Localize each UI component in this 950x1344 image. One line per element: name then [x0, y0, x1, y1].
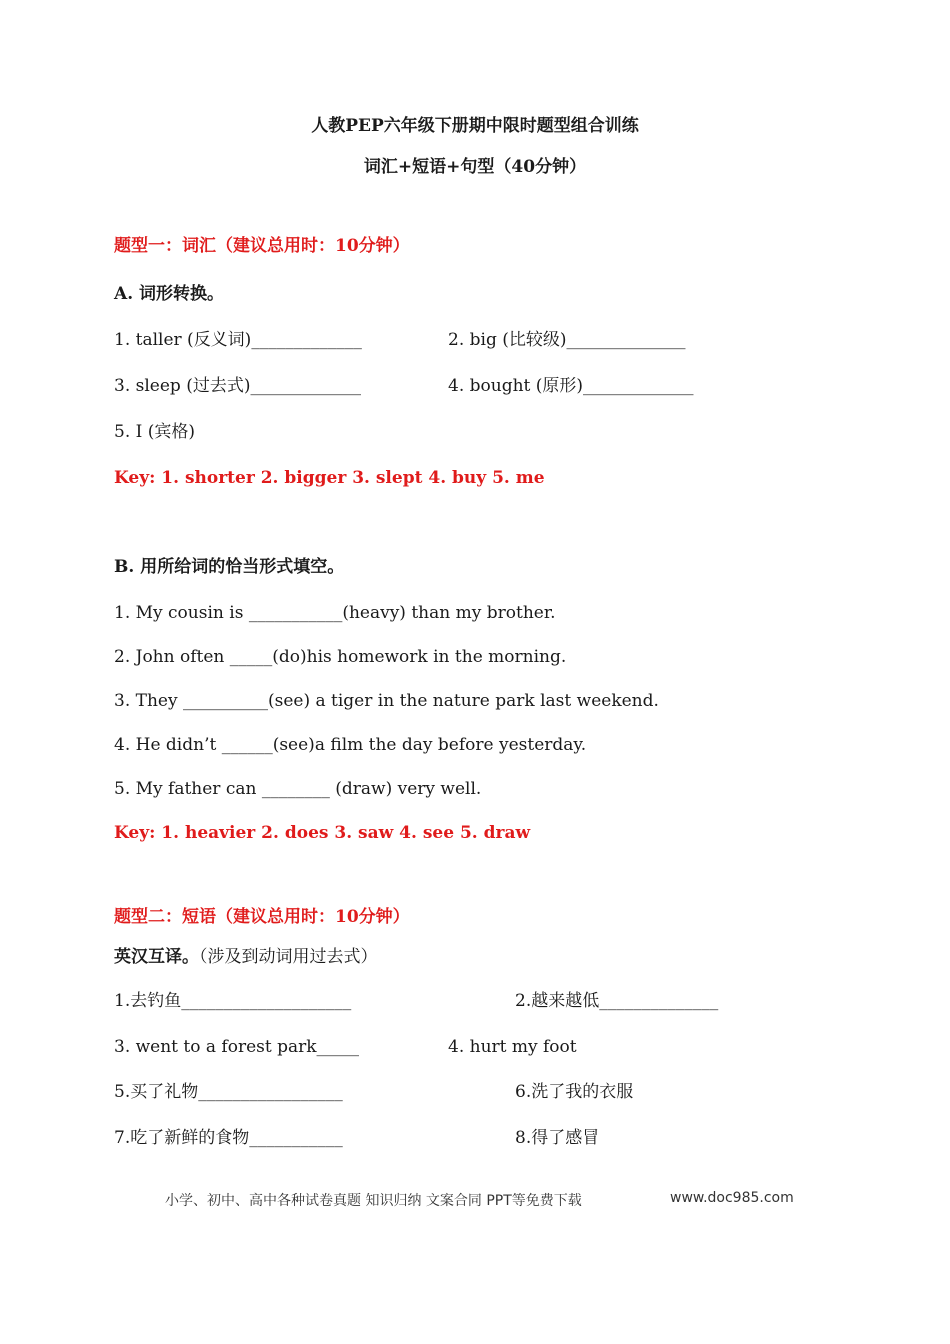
partA-heading: A. 词形转换。 [114, 284, 225, 304]
section2-item-5: 5.买了礼物_________________ [114, 1082, 343, 1102]
partB-heading: B. 用所给词的恰当形式填空。 [114, 557, 345, 577]
footer-text: 小学、初中、高中各种试卷真题 知识归纳 文案合同 PPT等免费下载 [165, 1193, 582, 1209]
section2-item-7: 7.吃了新鲜的食物___________ [114, 1128, 343, 1148]
page-title: 人教PEP六年级下册期中限时题型组合训练 [311, 116, 639, 136]
partB-item-3: 3. They __________(see) a tiger in the nature park last weekend. [114, 691, 659, 711]
partB-key: Key: 1. heavier 2. does 3. saw 4. see 5. draw [114, 823, 531, 843]
instruction-bold: 英汉互译。 [114, 947, 199, 967]
page-subtitle: 词汇+短语+句型（40分钟） [363, 157, 587, 177]
partA-key: Key: 1. shorter 2. bigger 3. slept 4. buy 5. me [114, 468, 545, 488]
partB-item-1: 1. My cousin is ___________(heavy) than my brother. [114, 603, 556, 623]
partA-item-2: 2. big (比较级)______________ [448, 330, 686, 350]
partB-item-2: 2. John often _____(do)his homework in the morning. [114, 647, 567, 667]
section1-heading: 题型一：词汇（建议总用时：10分钟） [114, 236, 410, 256]
section2-item-1: 1.去钓鱼____________________ [114, 991, 352, 1011]
section2-item-2: 2.越来越低______________ [515, 991, 719, 1011]
section2-item-4: 4. hurt my foot [448, 1037, 577, 1057]
instruction-note: （涉及到动词用过去式） [199, 947, 378, 967]
partB-item-5: 5. My father can ________ (draw) very well. [114, 779, 482, 799]
partA-item-1: 1. taller (反义词)_____________ [114, 330, 362, 350]
partA-item-5: 5. I (宾格) [114, 422, 196, 442]
section2-item-3: 3. went to a forest park_____ [114, 1037, 360, 1057]
partA-item-3: 3. sleep (过去式)_____________ [114, 376, 361, 396]
section2-instruction [114, 946, 378, 968]
footer-url[interactable]: www.doc985.com [670, 1190, 794, 1206]
partB-item-4: 4. He didn’t ______(see)a film the day before yesterday. [114, 735, 587, 755]
partA-item-4: 4. bought (原形)_____________ [448, 376, 694, 396]
section2-item-6: 6.洗了我的衣服 [515, 1082, 634, 1102]
section2-heading: 题型二：短语（建议总用时：10分钟） [114, 907, 410, 927]
section2-item-8: 8.得了感冒 [515, 1128, 600, 1148]
